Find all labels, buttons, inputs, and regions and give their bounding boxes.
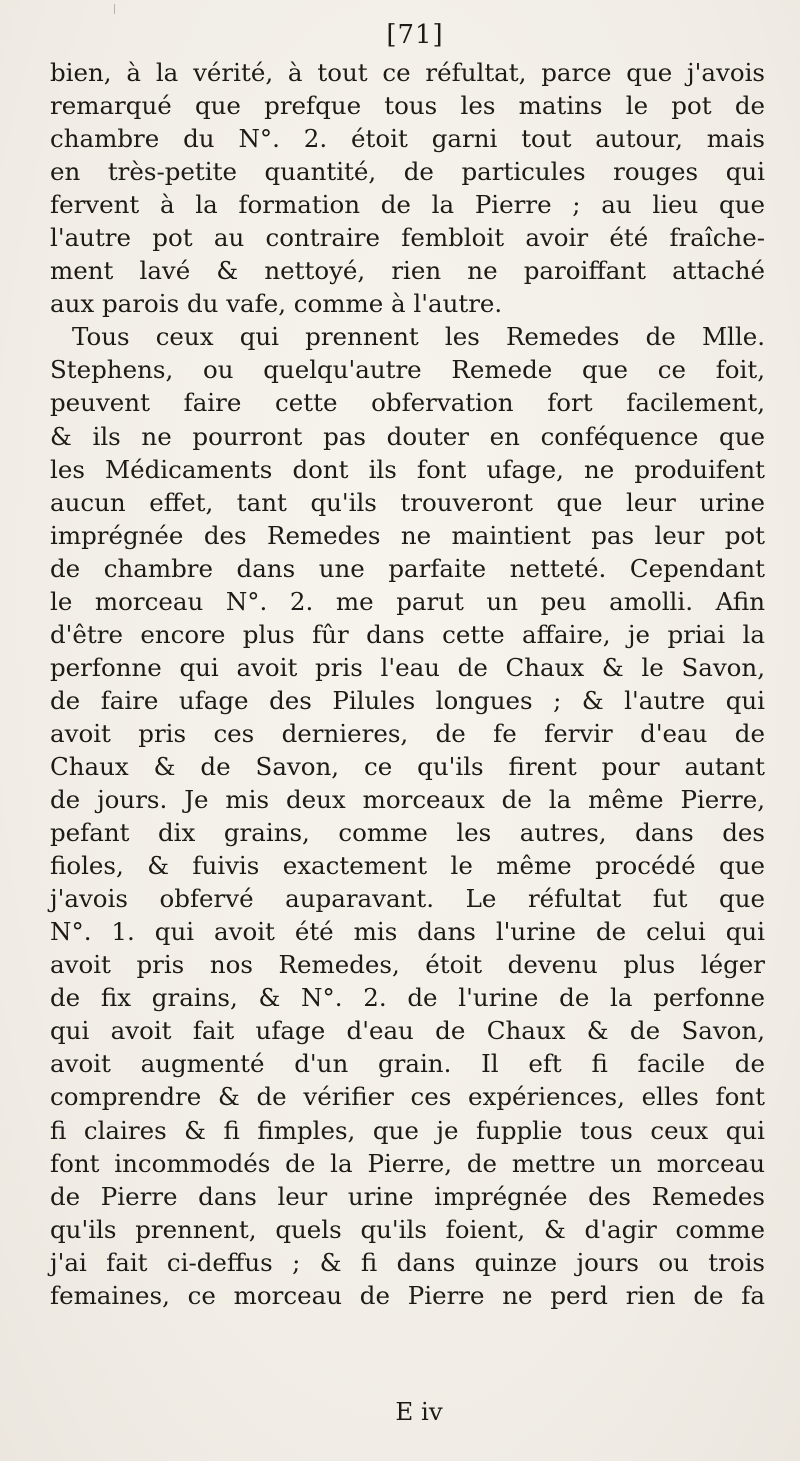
paper-mark [114,4,115,14]
body-text [50,56,765,1312]
text-line: bien, à la vérité, à tout ce réfultat, parce que j'avois [50,58,765,87]
text-line: remarqué que prefque tous les matins le pot de [50,91,765,121]
text-line: en très-petite quantité, de particules rouges qui [50,157,765,187]
text-line: fioles, & fuivis exactement le même procédé que [50,851,765,881]
text-line: & ils ne pourront pas douter en conféquence que [50,421,765,451]
text-line: de chambre dans une parfaite netteté. Cependant [50,553,765,583]
text-line: imprégnée des Remedes ne maintient pas leur pot [50,520,765,550]
text-line: ment lavé & nettoyé, rien ne paroiffant attaché [50,256,765,286]
text-line: aux parois du vafe, comme à l'autre. [50,289,503,319]
text-line: j'avois obfervé auparavant. Le réfultat fut que [50,884,765,914]
text-line: avoit pris nos Remedes, étoit devenu plus léger [50,950,765,980]
text-line: peuvent faire cette obfervation fort facilement, [50,388,765,418]
text-line: l'autre pot au contraire fembloit avoir été fraîche- [50,223,765,253]
text-line: avoit augmenté d'un grain. Il eft fi facile de [50,1049,765,1079]
text-line: Stephens, ou quelqu'autre Remede que ce foit, [50,355,765,385]
text-line: de faire ufage des Pilules longues ; & l'autre qui [50,685,765,715]
text-line: N°. 1. qui avoit été mis dans l'urine de celui qui [50,917,765,947]
text-line: comprendre & de vérifier ces expériences, elles font [50,1082,765,1112]
text-line: de fix grains, & N°. 2. de l'urine de la perfonne [50,983,765,1013]
text-line: aucun effet, tant qu'ils trouveront que leur urine [50,487,765,517]
catchword: E iv [395,1397,443,1426]
text-line: qui avoit fait ufage d'eau de Chaux & de Savon, [50,1016,765,1046]
text-line: Tous ceux qui prennent les Remedes de Mlle. [72,322,765,352]
text-line: perfonne qui avoit pris l'eau de Chaux & le Savon, [50,652,765,682]
text-line: fi claires & fi fimples, que je fupplie tous ceux qui [50,1115,765,1145]
text-line: avoit pris ces dernieres, de fe fervir d'eau de [50,718,765,748]
text-line: femaines, ce morceau de Pierre ne perd rien de fa [50,1280,765,1310]
text-line: font incommodés de la Pierre, de mettre un morceau [50,1148,765,1178]
text-line: de Pierre dans leur urine imprégnée des Remedes [50,1181,765,1211]
text-line: Chaux & de Savon, ce qu'ils firent pour autant [50,751,765,781]
page-number: [71] [386,20,444,50]
text-line: de jours. Je mis deux morceaux de la même Pierre, [50,785,765,815]
text-line: fervent à la formation de la Pierre ; au lieu que [50,190,765,220]
text-line: d'être encore plus fûr dans cette affaire, je priai la [50,619,765,649]
text-line: les Médicaments dont ils font ufage, ne produifent [50,454,765,484]
text-line: qu'ils prennent, quels qu'ils foient, & d'agir comme [50,1214,765,1244]
text-line: j'ai fait ci-deffus ; & fi dans quinze jours ou trois [50,1247,765,1277]
text-line: le morceau N°. 2. me parut un peu amolli. Afin [50,586,765,616]
text-line: pefant dix grains, comme les autres, dans des [50,818,765,848]
text-line: chambre du N°. 2. étoit garni tout autour, mais [50,124,765,154]
